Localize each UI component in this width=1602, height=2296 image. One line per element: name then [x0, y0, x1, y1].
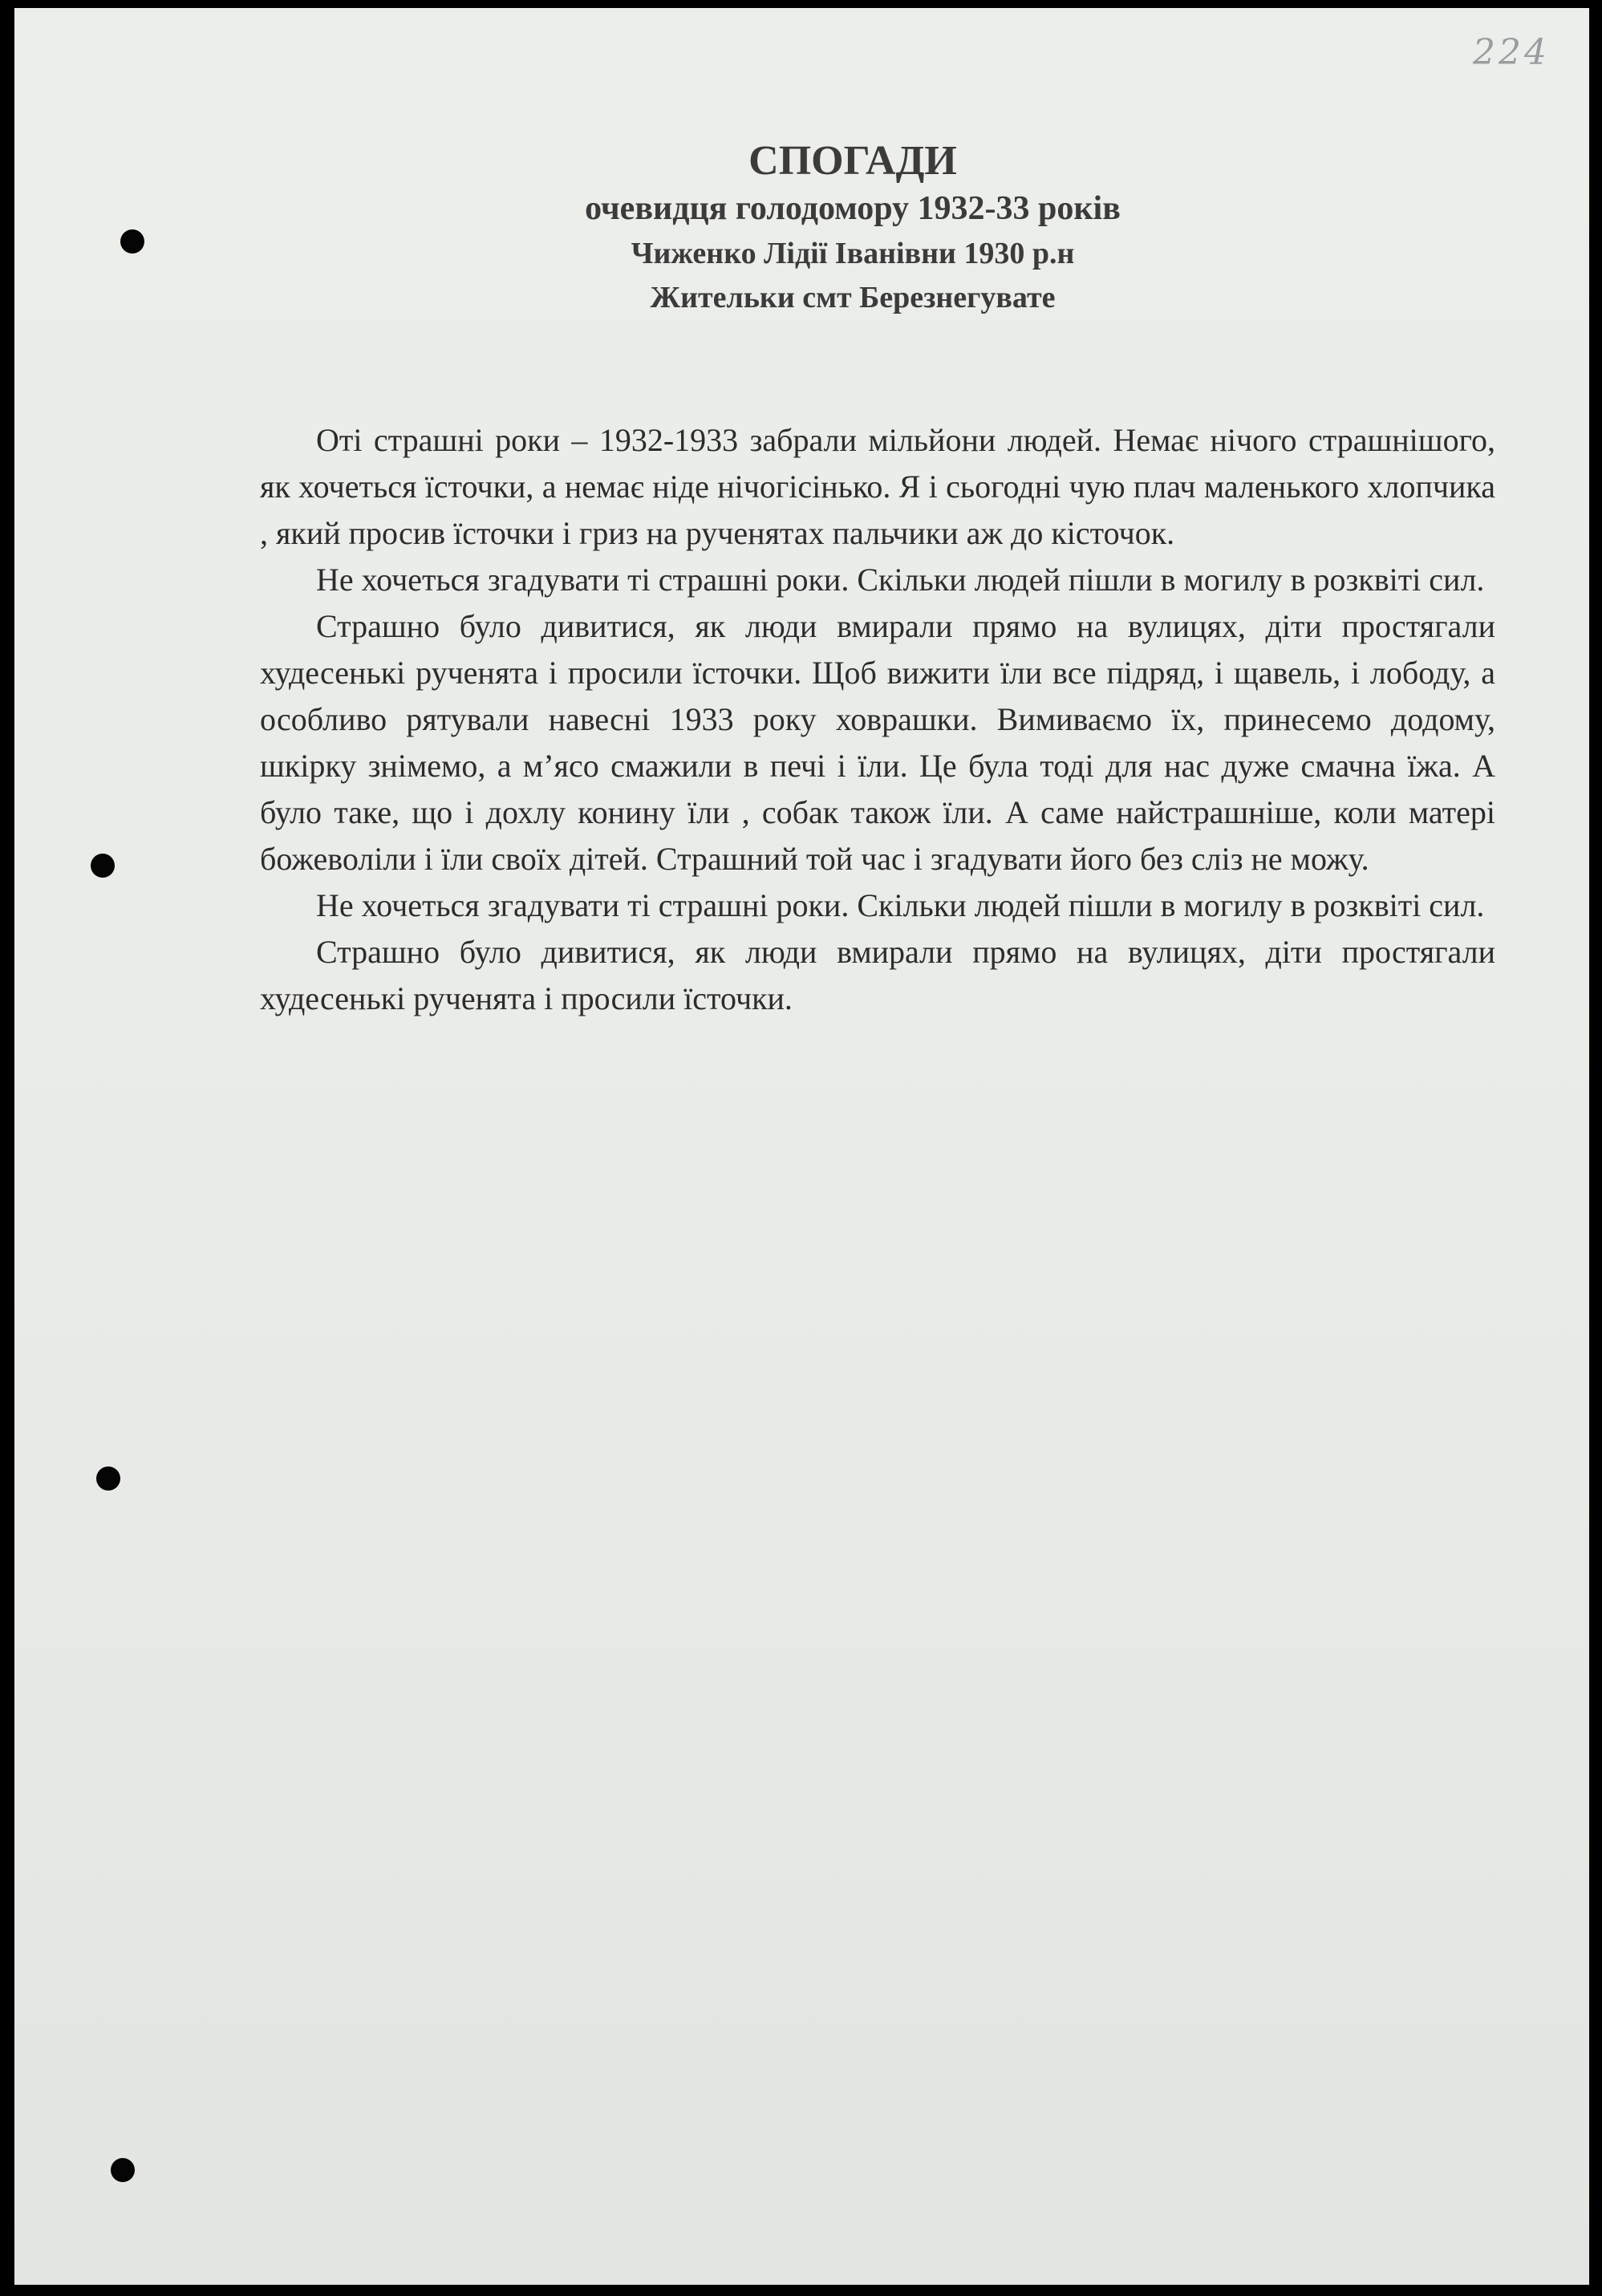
author-name-line: Чиженко Лідії Іванівни 1930 р.н — [631, 237, 1075, 270]
binder-hole — [111, 2158, 135, 2182]
author-residence-line: Жительки смт Березнегувате — [650, 281, 1056, 314]
paragraph: Не хочеться згадувати ті страшні роки. Скільки людей пішли в могилу в розквіті сил. — [316, 887, 1485, 923]
binder-hole — [120, 229, 144, 254]
binder-hole — [96, 1466, 120, 1491]
document-title: СПОГАДИ — [748, 138, 957, 184]
document-header — [255, 136, 1450, 319]
paragraph: Не хочеться згадувати ті страшні роки. Скільки людей пішли в могилу в розквіті сил. — [316, 562, 1485, 598]
document-body — [260, 417, 1495, 1022]
document-page — [14, 8, 1589, 2285]
paragraph: Оті страшні роки – 1932-1933 забрали мільйони людей. Немає нічого страшнішого, як хочеться їсточки, а немає ніде нічогісінько. Я і сьогодні чую плач маленького хлопчика , який просив їсточки і гриз на рученятах пальчики аж до кісточок. — [260, 422, 1495, 551]
page-number: 224 — [1473, 32, 1550, 73]
binder-hole — [91, 854, 115, 878]
paragraph: Страшно було дивитися, як люди вмирали прямо на вулицях, діти простягали худесенькі рученята і просили їсточки. — [260, 934, 1495, 1016]
document-subtitle: очевидця голодомору 1932-33 років — [585, 190, 1121, 227]
paragraph: Страшно було дивитися, як люди вмирали прямо на вулицях, діти простягали худесенькі рученята і просили їсточки. Щоб вижити їли все підряд, і щавель, і лободу, а особливо рятували навесні 1933 року ховрашки. Вимиваємо їх, принесемо додому, шкірку знімемо, а м’ясо смажили в печі і їли. Це була тоді для нас дуже смачна їжа. А було таке, що і дохлу конину їли , собак також їли. А саме найстрашніше, коли матері божеволіли і їли своїх дітей. Страшний той час і згадувати його без сліз не можу. — [260, 608, 1495, 877]
